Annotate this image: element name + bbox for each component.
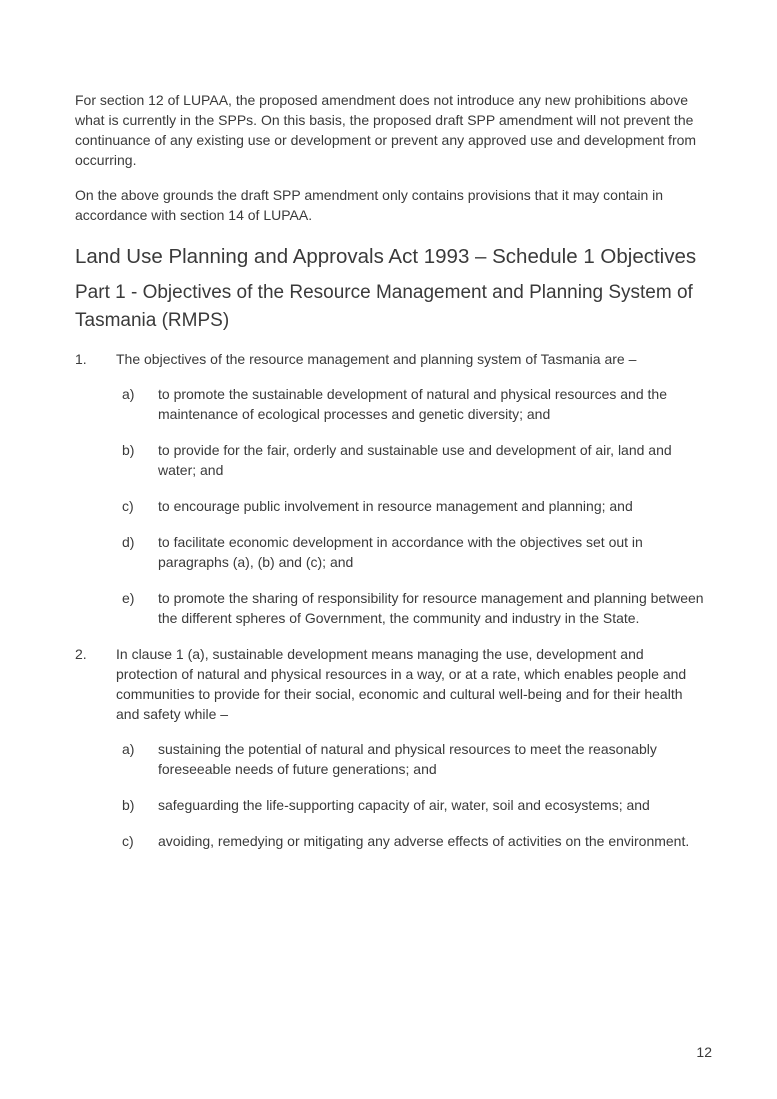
clause-1-item-a-letter: a): [122, 386, 135, 402]
clause-1-item-a: [122, 384, 705, 424]
clause-1-item-c: [122, 496, 705, 516]
clause-2-item-a-text: sustaining the potential of natural and physical resources to meet the reasonably foreseeable needs of future generations; and: [158, 741, 657, 777]
intro-paragraph-1: For section 12 of LUPAA, the proposed amendment does not introduce any new prohibitions above what is currently in the SPPs. On this basis, the proposed draft SPP amendment will not prevent the continuance of any existing use or development or prevent any approved use and development from occurring.: [75, 92, 697, 168]
clause-1-item-a-text: to promote the sustainable development of natural and physical resources and the maintenance of ecological processes and genetic diversity; and: [158, 386, 667, 422]
clause-1-item-c-letter: c): [122, 498, 134, 514]
clause-1-item-c-text: to encourage public involvement in resource management and planning; and: [158, 498, 633, 514]
clause-2-text: In clause 1 (a), sustainable development means managing the use, development and protection of natural and physical resources in a way, or at a rate, which enables people and communities to provide for their social, economic and cultural well-being and for their health and safety while –: [116, 646, 687, 722]
clause-1-number: 1.: [75, 351, 87, 367]
page-number: 12: [696, 1044, 712, 1060]
clause-2-item-c: [122, 831, 705, 851]
clause-2-item-b: [122, 795, 705, 815]
clause-1-text: The objectives of the resource management and planning system of Tasmania are –: [116, 351, 637, 367]
clause-1-item-b-letter: b): [122, 442, 135, 458]
intro-paragraph-2: On the above grounds the draft SPP amendment only contains provisions that it may contain in accordance with section 14 of LUPAA.: [75, 187, 664, 223]
clause-2-item-a: [122, 739, 705, 779]
clause-2-item-a-letter: a): [122, 741, 135, 757]
clause-2-item-c-text: avoiding, remedying or mitigating any adverse effects of activities on the environment.: [158, 833, 690, 849]
clause-1-item-e-letter: e): [122, 590, 135, 606]
clause-2-number: 2.: [75, 646, 87, 662]
clause-1-item-d: [122, 532, 705, 572]
act-schedule-heading: Land Use Planning and Approvals Act 1993 – Schedule 1 Objectives: [75, 245, 697, 268]
clause-1-item-d-letter: d): [122, 534, 135, 550]
clause-2: [75, 644, 705, 724]
clause-1-item-b: [122, 440, 705, 480]
clause-1: [75, 349, 705, 369]
clause-1-item-e-text: to promote the sharing of responsibility for resource management and planning between the different spheres of Government, the community and industry in the State.: [158, 590, 704, 626]
clause-1-item-e: [122, 588, 705, 628]
clause-2-item-c-letter: c): [122, 833, 134, 849]
clause-2-item-b-text: safeguarding the life-supporting capacity of air, water, soil and ecosystems; and: [158, 797, 650, 813]
part1-heading: Part 1 - Objectives of the Resource Management and Planning System of Tasmania (RMPS): [75, 282, 693, 331]
clause-1-item-d-text: to facilitate economic development in accordance with the objectives set out in paragraphs (a), (b) and (c); and: [158, 534, 643, 570]
clause-2-item-b-letter: b): [122, 797, 135, 813]
clause-1-item-b-text: to provide for the fair, orderly and sustainable use and development of air, land and water; and: [158, 442, 672, 478]
